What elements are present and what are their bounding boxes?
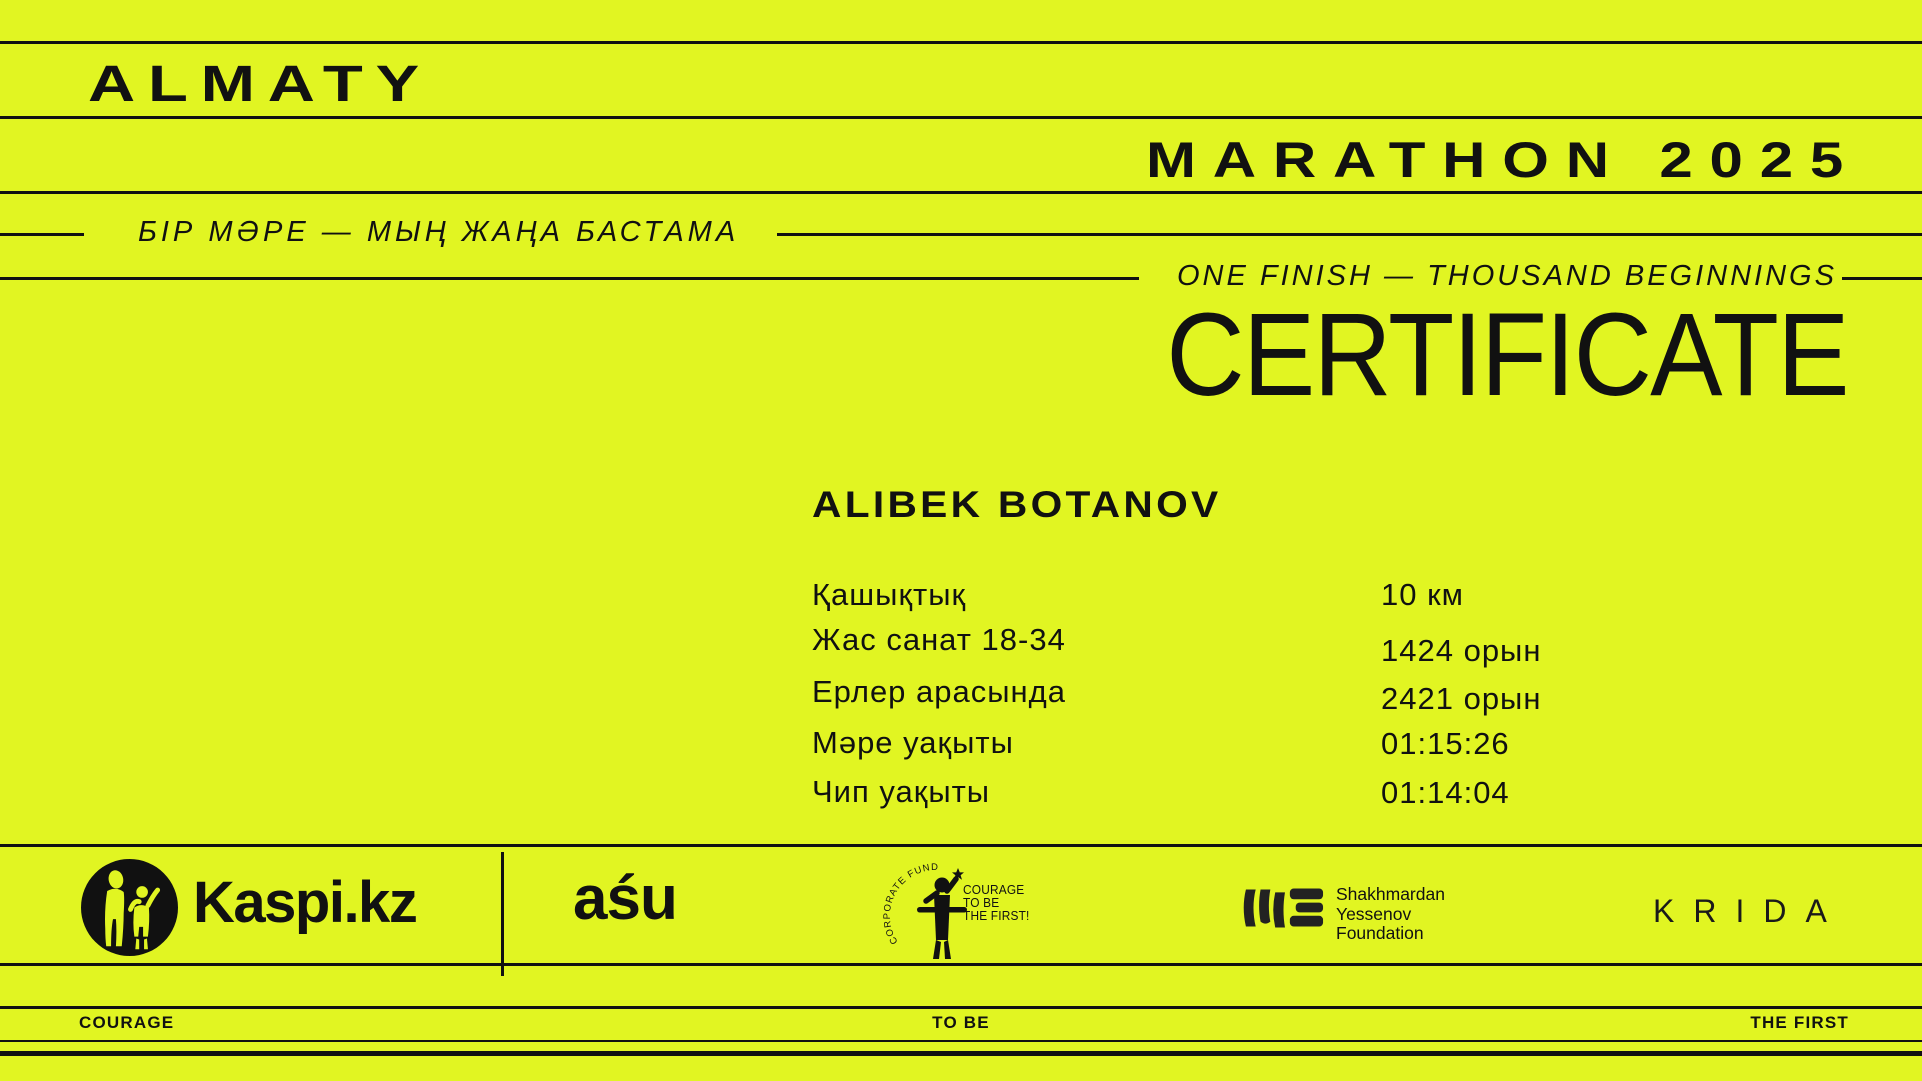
participant-name-text: ALIBEK BOTANOV [812, 484, 1222, 525]
asu-wordmark: aśu [573, 864, 677, 933]
rule-strip-bottom [0, 1040, 1922, 1042]
slogan-kazakh: БІР МӘРЕ — МЫҢ ЖАҢА БАСТАМА [138, 216, 740, 248]
event-title [1145, 132, 1860, 188]
courage-fund-line-1: COURAGE [963, 883, 1025, 897]
result-value-gender-rank: 2421 орын [1381, 681, 1542, 716]
yessenov-line-3: Foundation [1336, 923, 1424, 943]
courage-fund-slogan [963, 884, 1030, 923]
rule-top-2 [0, 116, 1922, 119]
result-value-age-category: 1424 орын [1381, 633, 1542, 668]
event-title-text: MARATHON 2025 [1145, 132, 1860, 188]
yessenov-line-2: Yessenov [1336, 903, 1412, 924]
slogan-en-left-rule [0, 277, 1139, 280]
rule-footer-bottom [0, 963, 1922, 966]
sponsor-divider-line [501, 852, 504, 976]
strip-word-to-be: TO BE [932, 1013, 990, 1032]
city-title [88, 55, 432, 112]
courage-fund-line-3: THE FIRST! [963, 909, 1030, 923]
result-value-chip-time: 01:14:04 [1381, 775, 1510, 810]
certificate-title [1107, 289, 1848, 421]
result-label-chip-time: Чип уақыты [812, 774, 991, 809]
yessenov-line-1: Shakhmardan [1336, 884, 1445, 904]
slogan-english: ONE FINISH — THOUSAND BEGINNINGS [1177, 260, 1837, 292]
slogan-kk-left-dash [0, 233, 84, 236]
certificate-title-text: CERTIFICATE [1166, 289, 1848, 421]
slogan-kk-right-rule [777, 233, 1922, 236]
strip-word-the-first: THE FIRST [1750, 1013, 1849, 1032]
slogan-en-right-dash [1842, 277, 1922, 280]
result-value-distance: 10 км [1381, 577, 1464, 612]
participant-name [812, 484, 1222, 525]
result-value-finish-time: 01:15:26 [1381, 726, 1510, 761]
result-label-finish-time: Мәре уақыты [812, 725, 1014, 760]
svg-text:CORPORATE FUND [882, 862, 939, 946]
krida-wordmark: KRIDA [1653, 893, 1846, 929]
rule-footer-top [0, 844, 1922, 847]
strip-word-courage: COURAGE [79, 1013, 175, 1032]
corporate-fund-arc-text: CORPORATE FUND [881, 861, 940, 947]
rule-strip-thick [0, 1051, 1922, 1056]
result-label-gender-rank: Ерлер арасында [812, 674, 1066, 709]
yessenov-foundation-name [1336, 885, 1445, 944]
courage-fund-line-2: TO BE [963, 896, 1000, 910]
rule-strip-top [0, 1006, 1922, 1009]
kaspi-logo-icon [81, 859, 178, 956]
result-label-distance: Қашықтық [812, 577, 967, 612]
yessenov-logo-icon [1243, 886, 1325, 930]
rule-top-1 [0, 41, 1922, 44]
rule-top-3 [0, 191, 1922, 194]
kaspi-wordmark: Kaspi.kz [193, 870, 417, 935]
result-label-age-category: Жас санат 18-34 [812, 622, 1066, 657]
city-title-text: ALMATY [88, 55, 432, 112]
